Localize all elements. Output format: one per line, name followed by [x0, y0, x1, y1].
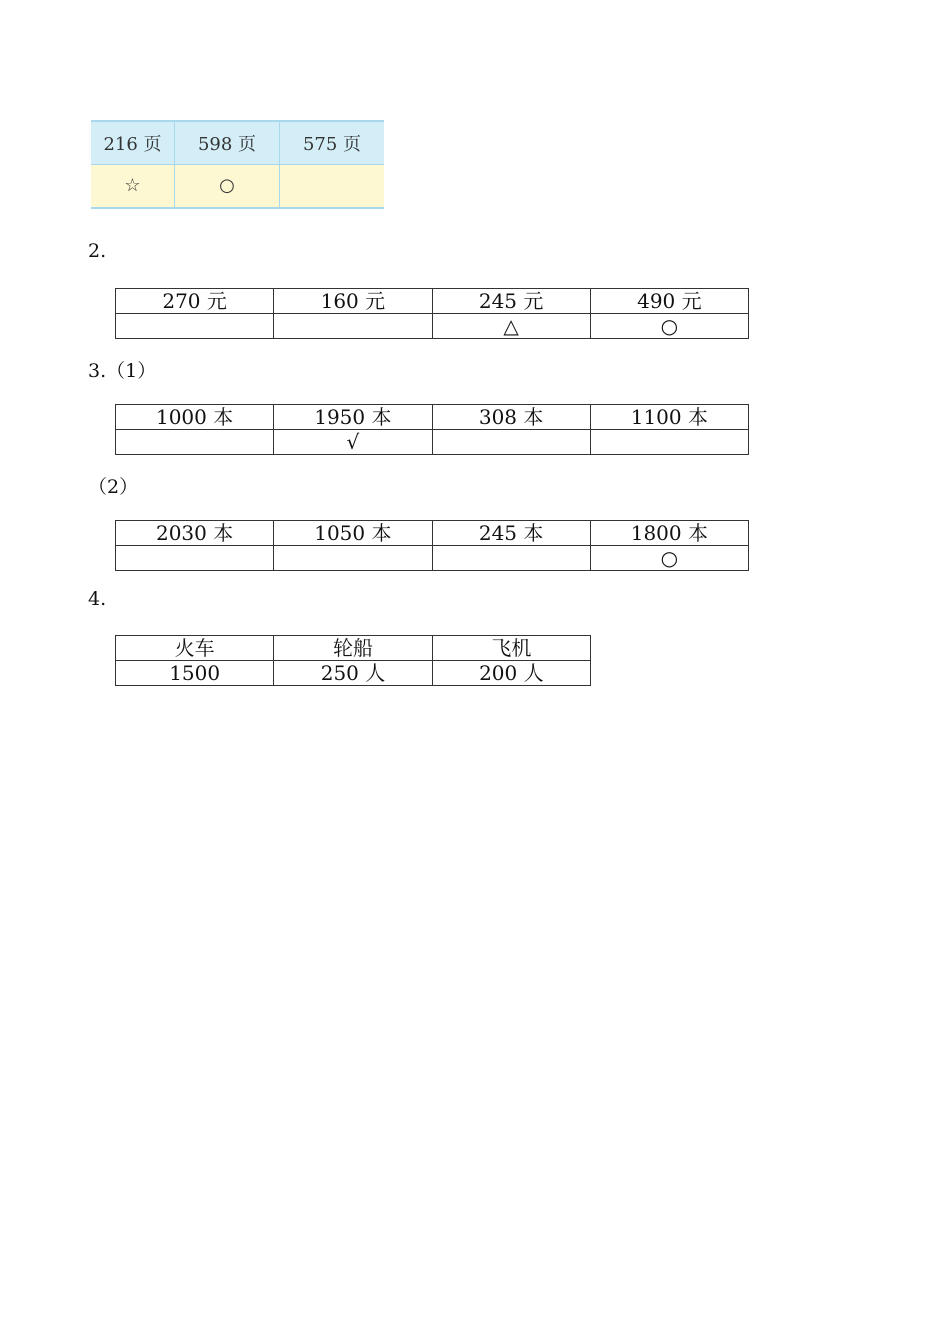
price-mark-row [116, 314, 749, 339]
books-1-header-cell: 1000 本 [116, 405, 274, 430]
books-1-mark-cell [432, 430, 590, 455]
books-2-mark-row [116, 546, 749, 571]
books-1-header-cell: 1100 本 [590, 405, 748, 430]
price-header-cell: 270 元 [116, 289, 274, 314]
transport-value-cell: 250 人 [274, 661, 432, 686]
transport-value-cell: 200 人 [432, 661, 590, 686]
price-table [115, 288, 749, 339]
books-1-header-row [116, 405, 749, 430]
transport-header-cell: 轮船 [274, 636, 432, 661]
pages-table [91, 120, 384, 209]
pages-header-cell: 598 页 [175, 121, 280, 165]
price-mark-cell [116, 314, 274, 339]
books-1-header-cell: 1950 本 [274, 405, 432, 430]
pages-mark-cell [280, 165, 385, 209]
question-4-label: 4. [88, 588, 107, 610]
question-3-1-label: 3.（1） [88, 360, 157, 382]
books-2-mark-cell [432, 546, 590, 571]
circle-icon: ○ [175, 165, 280, 209]
books-2-header-cell: 2030 本 [116, 521, 274, 546]
books-1-header-cell: 308 本 [432, 405, 590, 430]
books-1-mark-cell [116, 430, 274, 455]
books-1-mark-row [116, 430, 749, 455]
books-2-mark-cell [274, 546, 432, 571]
transport-header-row [116, 636, 591, 661]
circle-icon: ○ [590, 314, 748, 339]
transport-value-cell: 1500 [116, 661, 274, 686]
books-table-2 [115, 520, 749, 571]
books-2-header-cell: 1800 本 [590, 521, 748, 546]
pages-header-cell: 575 页 [280, 121, 385, 165]
price-header-cell: 490 元 [590, 289, 748, 314]
question-3-2-label: （2） [88, 476, 139, 498]
books-2-header-row [116, 521, 749, 546]
pages-header-row [91, 121, 384, 165]
books-2-header-cell: 1050 本 [274, 521, 432, 546]
price-mark-cell [274, 314, 432, 339]
books-table-1 [115, 404, 749, 455]
transport-value-row [116, 661, 591, 686]
books-2-header-cell: 245 本 [432, 521, 590, 546]
price-header-cell: 245 元 [432, 289, 590, 314]
price-header-row [116, 289, 749, 314]
books-2-mark-cell [116, 546, 274, 571]
price-header-cell: 160 元 [274, 289, 432, 314]
pages-header-cell: 216 页 [91, 121, 175, 165]
circle-icon: ○ [590, 546, 748, 571]
transport-header-cell: 火车 [116, 636, 274, 661]
pages-mark-row [91, 165, 384, 209]
question-2-label: 2. [88, 240, 107, 262]
books-1-mark-cell [590, 430, 748, 455]
transport-table [115, 635, 591, 686]
check-icon: √ [274, 430, 432, 455]
transport-header-cell: 飞机 [432, 636, 590, 661]
star-icon: ☆ [91, 165, 175, 209]
triangle-icon: △ [432, 314, 590, 339]
